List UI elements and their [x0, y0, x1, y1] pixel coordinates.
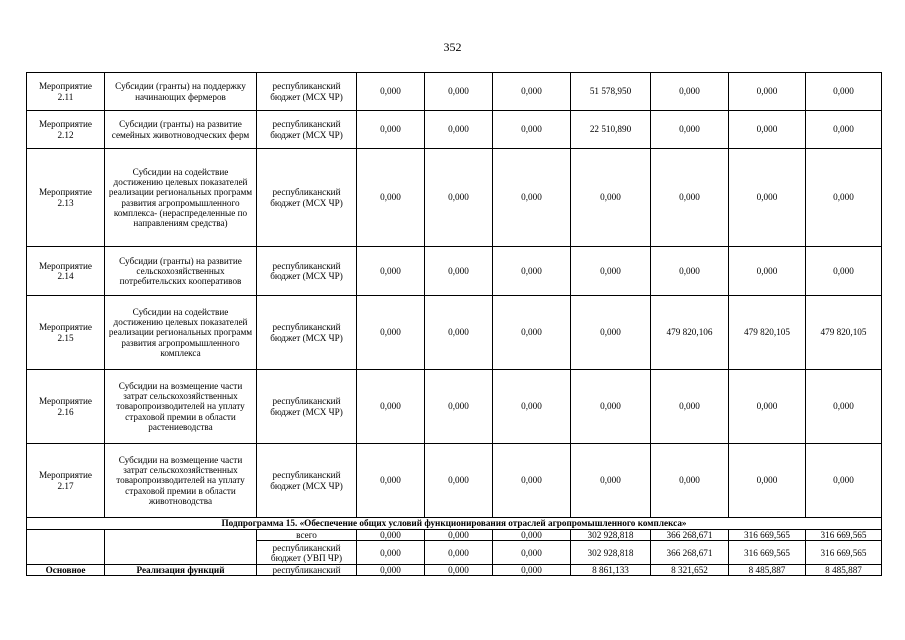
value-cell: 0,000: [493, 444, 571, 518]
value-cell: 0,000: [806, 370, 882, 444]
value-cell: 0,000: [651, 111, 729, 149]
value-cell: 0,000: [425, 73, 493, 111]
event-description: Реализация функций: [105, 565, 257, 576]
event-id-cell: Мероприятие 2.11: [27, 73, 105, 111]
value-cell: 8 861,133: [571, 565, 651, 576]
value-cell: 316 669,565: [729, 530, 806, 541]
value-cell: 0,000: [357, 149, 425, 247]
value-cell: 0,000: [651, 247, 729, 296]
subprogram-row: [27, 518, 882, 530]
value-cell: 0,000: [425, 149, 493, 247]
table-row: [27, 111, 882, 149]
funding-source: республиканский бюджет (МСХ ЧР): [257, 111, 357, 149]
value-cell: 0,000: [357, 296, 425, 370]
value-cell: 0,000: [571, 370, 651, 444]
value-cell: 479 820,105: [806, 296, 882, 370]
value-cell: 0,000: [729, 444, 806, 518]
funding-source: республиканский бюджет (МСХ ЧР): [257, 73, 357, 111]
value-cell: 0,000: [493, 296, 571, 370]
value-cell: 366 268,671: [651, 530, 729, 541]
value-cell: 0,000: [493, 111, 571, 149]
value-cell: 0,000: [357, 541, 425, 565]
table-row: [27, 444, 882, 518]
event-description: Субсидии на содействие достижению целевых показателей реализации региональных программ развития агропромышленного комплекса: [105, 296, 257, 370]
value-cell: 479 820,105: [729, 296, 806, 370]
value-cell: 0,000: [425, 111, 493, 149]
event-id-cell: Мероприятие 2.12: [27, 111, 105, 149]
value-cell: 0,000: [493, 370, 571, 444]
event-id-cell: Основное: [27, 565, 105, 576]
empty-cell: [27, 530, 105, 565]
funding-source: республиканский: [257, 565, 357, 576]
value-cell: 0,000: [651, 149, 729, 247]
value-cell: 302 928,818: [571, 530, 651, 541]
value-cell: 302 928,818: [571, 541, 651, 565]
value-cell: 0,000: [425, 247, 493, 296]
table-row: [27, 296, 882, 370]
event-id-cell: Мероприятие 2.13: [27, 149, 105, 247]
event-description: Субсидии (гранты) на поддержку начинающих фермеров: [105, 73, 257, 111]
value-cell: 51 578,950: [571, 73, 651, 111]
table-row: [27, 565, 882, 576]
event-description: Субсидии на возмещение части затрат сельскохозяйственных товаропроизводителей на уплату страховой премии в области животноводства: [105, 444, 257, 518]
value-cell: 8 321,652: [651, 565, 729, 576]
value-cell: 0,000: [651, 444, 729, 518]
value-cell: 0,000: [806, 73, 882, 111]
value-cell: 0,000: [571, 296, 651, 370]
value-cell: 0,000: [425, 370, 493, 444]
value-cell: 0,000: [729, 370, 806, 444]
value-cell: 0,000: [806, 111, 882, 149]
value-cell: 0,000: [651, 370, 729, 444]
value-cell: 0,000: [571, 149, 651, 247]
event-id-cell: Мероприятие 2.15: [27, 296, 105, 370]
event-description: Субсидии на возмещение части затрат сельскохозяйственных товаропроизводителей на уплату страховой премии в области растениеводства: [105, 370, 257, 444]
value-cell: 0,000: [729, 149, 806, 247]
value-cell: 0,000: [493, 565, 571, 576]
empty-cell: [105, 530, 257, 565]
event-description: Субсидии (гранты) на развитие семейных животноводческих ферм: [105, 111, 257, 149]
value-cell: 0,000: [357, 444, 425, 518]
value-cell: 479 820,106: [651, 296, 729, 370]
value-cell: 8 485,887: [806, 565, 882, 576]
value-cell: 0,000: [806, 444, 882, 518]
value-cell: 0,000: [493, 247, 571, 296]
budget-table: [26, 72, 882, 576]
value-cell: 0,000: [806, 149, 882, 247]
value-cell: 0,000: [425, 565, 493, 576]
page-number: 352: [443, 40, 462, 54]
value-cell: 0,000: [425, 541, 493, 565]
table-row: [27, 149, 882, 247]
value-cell: 0,000: [651, 73, 729, 111]
event-description: Субсидии на содействие достижению целевых показателей реализации региональных программ развития агропромышленного комплекса- (нераспределенные по направлениям средства): [105, 149, 257, 247]
table-row: [27, 530, 882, 541]
value-cell: 0,000: [357, 73, 425, 111]
value-cell: 0,000: [425, 530, 493, 541]
value-cell: 316 669,565: [806, 541, 882, 565]
table-row: [27, 370, 882, 444]
event-id-cell: Мероприятие 2.16: [27, 370, 105, 444]
value-cell: 0,000: [729, 111, 806, 149]
funding-source: республиканский бюджет (МСХ ЧР): [257, 370, 357, 444]
value-cell: 8 485,887: [729, 565, 806, 576]
value-cell: 0,000: [357, 530, 425, 541]
funding-source: всего: [257, 530, 357, 541]
value-cell: 0,000: [493, 541, 571, 565]
value-cell: 0,000: [571, 444, 651, 518]
event-description: Субсидии (гранты) на развитие сельскохозяйственных потребительских кооперативов: [105, 247, 257, 296]
value-cell: 366 268,671: [651, 541, 729, 565]
funding-source: республиканский бюджет (МСХ ЧР): [257, 296, 357, 370]
value-cell: 0,000: [357, 565, 425, 576]
table-row: [27, 73, 882, 111]
value-cell: 0,000: [357, 111, 425, 149]
value-cell: 0,000: [425, 296, 493, 370]
value-cell: 316 669,565: [729, 541, 806, 565]
value-cell: 0,000: [806, 247, 882, 296]
funding-source: республиканский бюджет (МСХ ЧР): [257, 444, 357, 518]
value-cell: 0,000: [571, 247, 651, 296]
value-cell: 0,000: [729, 73, 806, 111]
value-cell: 0,000: [729, 247, 806, 296]
value-cell: 0,000: [493, 73, 571, 111]
table-row: [27, 247, 882, 296]
funding-source: республиканский бюджет (МСХ ЧР): [257, 149, 357, 247]
value-cell: 0,000: [493, 530, 571, 541]
funding-source: республиканский бюджет (МСХ ЧР): [257, 247, 357, 296]
funding-source: республиканский бюджет (УВП ЧР): [257, 541, 357, 565]
value-cell: 0,000: [425, 444, 493, 518]
value-cell: 22 510,890: [571, 111, 651, 149]
value-cell: 0,000: [493, 149, 571, 247]
subprogram-title: Подпрограмма 15. «Обеспечение общих условий функционирования отраслей агропромышленного комплекса»: [27, 518, 882, 530]
event-id-cell: Мероприятие 2.17: [27, 444, 105, 518]
value-cell: 0,000: [357, 370, 425, 444]
event-id-cell: Мероприятие 2.14: [27, 247, 105, 296]
value-cell: 316 669,565: [806, 530, 882, 541]
value-cell: 0,000: [357, 247, 425, 296]
